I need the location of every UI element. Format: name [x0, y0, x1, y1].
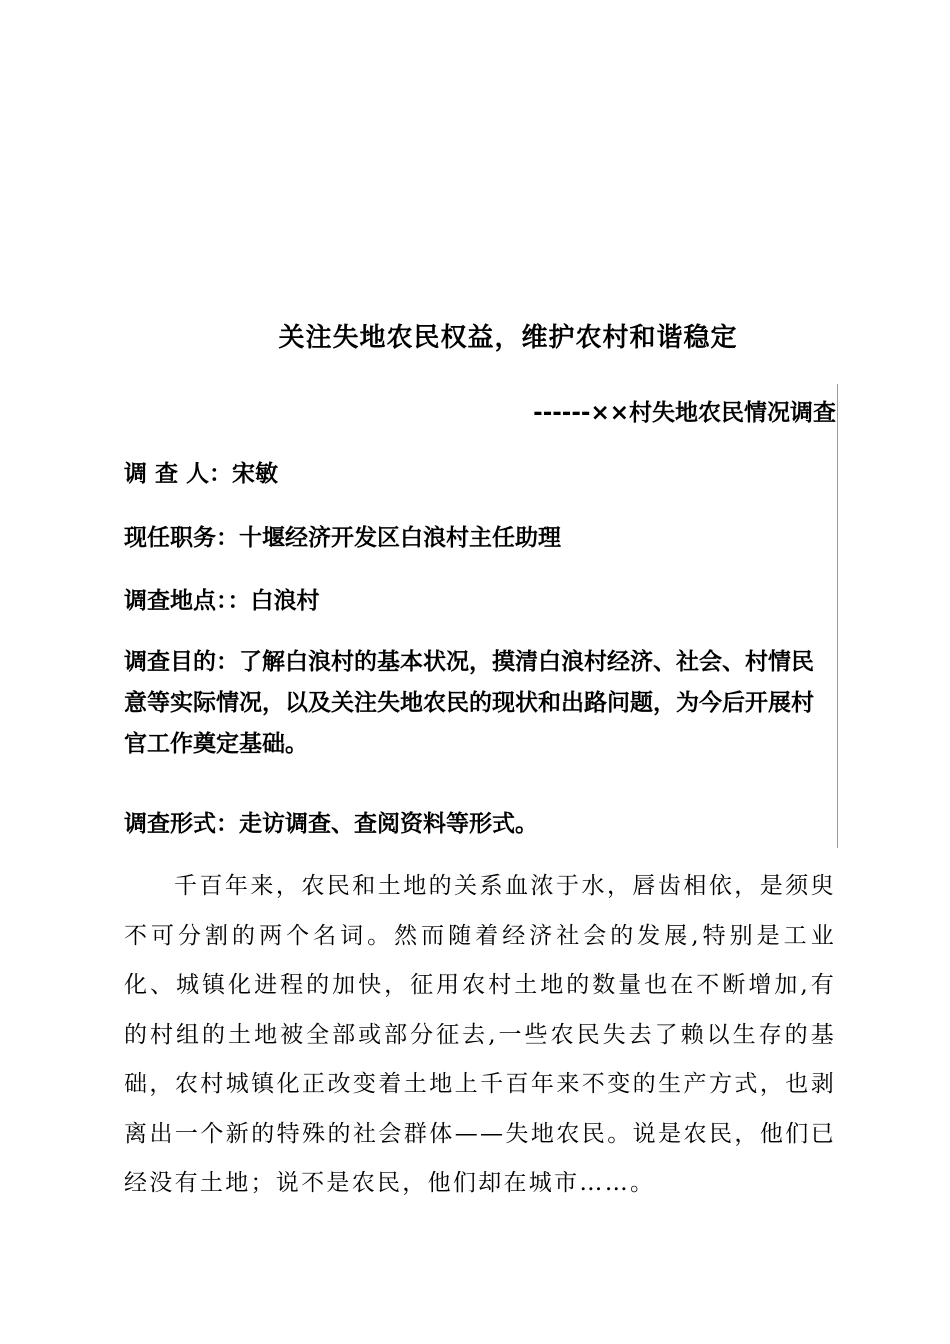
body-paragraph: 千百年来，农民和土地的关系血浓于水，唇齿相依，是须臾不可分割的两个名词。然而随着经济社会的发展,特别是工业化、城镇化进程的加快，征用农村土地的数量也在不断增加,有的村组的土地被全部或部分征去,一些农民失去了赖以生存的基础，农村城镇化正改变着土地上千百年来不变的生产方式，也剥离出一个新的特殊的社会群体——失地农民。说是农民，他们已经没有土地；说不是农民，他们却在城市……。: [124, 873, 836, 1196]
position-field: 现任职务：十堰经济开发区白浪村主任助理: [124, 525, 561, 551]
location-field: 调查地点：：白浪村: [124, 588, 320, 614]
form-field: 调查形式：走访调查、查阅资料等形式。: [124, 811, 538, 837]
purpose-field: 调查目的：了解白浪村的基本状况，摸清白浪村经济、社会、村情民意等实际情况，以及关注失地农民的现状和出路问题，为今后开展村官工作奠定基础。: [124, 649, 814, 757]
vertical-rule: [837, 384, 838, 848]
investigator-field: 调 查 人：宋敏: [124, 461, 279, 487]
document-title: 关注失地农民权益，维护农村和谐稳定: [278, 323, 738, 353]
document-subtitle: ------××村失地农民情况调查: [533, 400, 836, 426]
